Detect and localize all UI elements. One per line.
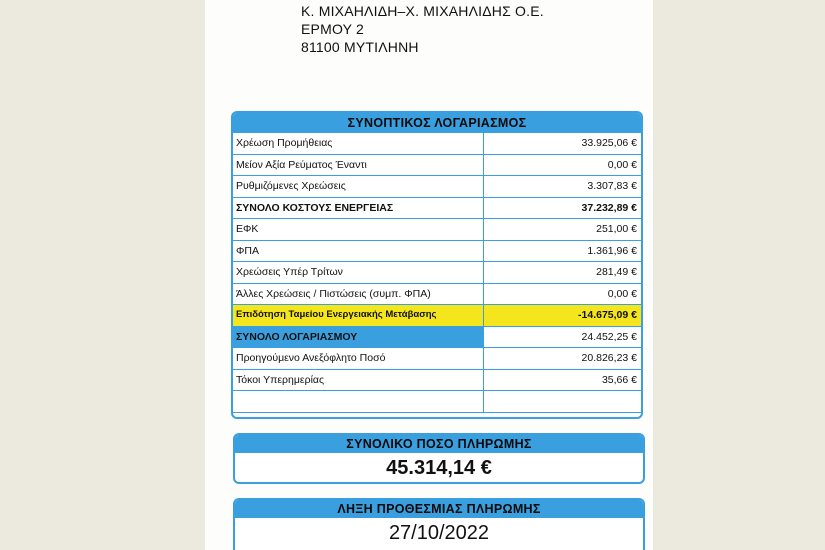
row-label: Επιδότηση Ταμείου Ενεργειακής Μετάβασης: [233, 305, 484, 326]
row-value: 0,00 €: [607, 287, 637, 300]
row-label: Προηγούμενο Ανεξόφλητο Ποσό: [233, 348, 484, 369]
row-value: 281,49 €: [596, 266, 637, 278]
row-value: 20.826,23 €: [581, 352, 637, 364]
empty-row: [233, 391, 641, 413]
row-label: ΣΥΝΟΛΟ ΚΟΣΤΟΥΣ ΕΝΕΡΓΕΙΑΣ: [233, 198, 484, 219]
row-label: ΣΥΝΟΛΟ ΛΟΓΑΡΙΑΣΜΟΥ: [233, 327, 484, 348]
address-line-name: Κ. ΜΙΧΑΗΛΙΔΗ–Χ. ΜΙΧΑΗΛΙΔΗΣ Ο.Ε.: [301, 3, 544, 19]
row-value: -14.675,09 €: [484, 305, 641, 326]
row-value: 3.307,83 €: [587, 180, 637, 192]
address-line-city: 81100 ΜΥΤΙΛΗΝΗ: [301, 39, 419, 55]
table-row: [233, 262, 641, 284]
total-payment-title: ΣΥΝΟΛΙΚΟ ΠΟΣΟ ΠΛΗΡΩΜΗΣ: [235, 435, 643, 453]
total-payment-amount: 45.314,14 €: [386, 457, 492, 479]
subsidy-row: [233, 305, 641, 327]
row-label: ΦΠΑ: [233, 241, 484, 262]
table-row: [233, 241, 641, 263]
table-row: [233, 219, 641, 241]
address-line-street: ΕΡΜΟΥ 2: [301, 21, 364, 37]
row-value: 251,00 €: [596, 223, 637, 235]
table-row: [233, 155, 641, 177]
recipient-address: [301, 2, 544, 56]
energy-cost-total-row: [233, 198, 641, 220]
table-row: [233, 176, 641, 198]
table-row: [233, 348, 641, 370]
table-row: [233, 133, 641, 155]
row-label: Ρυθμιζόμενες Χρεώσεις: [233, 176, 484, 197]
row-value: 37.232,89 €: [581, 201, 637, 214]
table-row: [233, 370, 641, 392]
row-value: 33.925,06 €: [581, 137, 637, 149]
row-label: Άλλες Χρεώσεις / Πιστώσεις (συμπ. ΦΠΑ): [233, 284, 484, 305]
summary-title: ΣΥΝΟΠΤΙΚΟΣ ΛΟΓΑΡΙΑΣΜΟΣ: [233, 113, 641, 133]
row-label: Χρέωση Προμήθειας: [233, 133, 484, 154]
total-payment-box: [233, 433, 645, 484]
due-date-value: 27/10/2022: [388, 522, 490, 544]
bill-total-row: [233, 327, 641, 349]
row-label: [233, 391, 484, 412]
row-value: [484, 391, 641, 412]
row-value: 0,00 €: [607, 158, 637, 171]
row-label: Μείον Αξία Ρεύματος Έναντι: [233, 155, 484, 176]
row-value: 24.452,25 €: [581, 330, 637, 343]
row-label: ΕΦΚ: [233, 219, 484, 240]
row-value: 35,66 €: [601, 373, 637, 386]
bill-summary-table: [231, 111, 643, 419]
table-row: [233, 284, 641, 306]
row-value: 1.361,96 €: [587, 244, 637, 257]
row-label: Χρεώσεις Υπέρ Τρίτων: [233, 262, 484, 283]
due-date-title: ΛΗΞΗ ΠΡΟΘΕΣΜΙΑΣ ΠΛΗΡΩΜΗΣ: [235, 500, 643, 518]
row-label: Τόκοι Υπερημερίας: [233, 370, 484, 391]
due-date-box: [233, 498, 645, 550]
